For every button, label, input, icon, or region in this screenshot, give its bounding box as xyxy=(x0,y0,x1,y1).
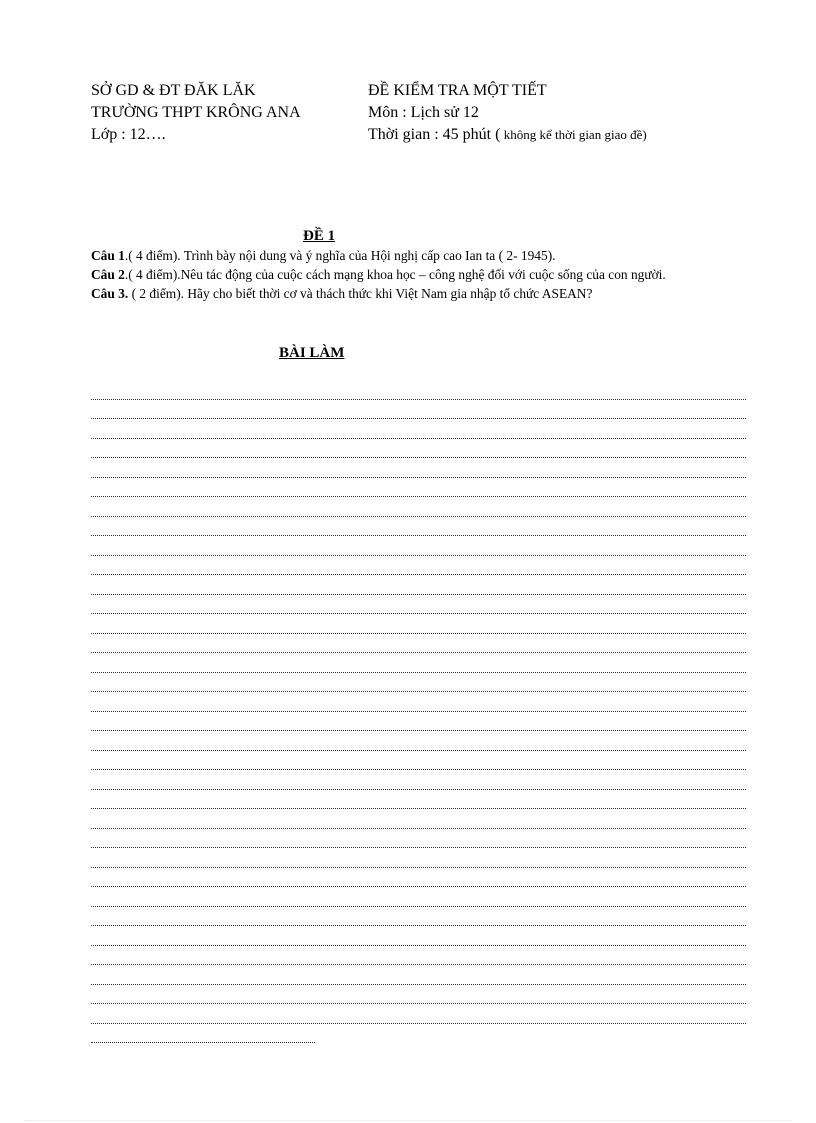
answer-line xyxy=(91,542,746,562)
answer-section-title: BÀI LÀM xyxy=(279,345,345,361)
answer-line xyxy=(91,640,746,660)
question-list xyxy=(91,246,733,303)
answer-line xyxy=(91,406,746,426)
question-3 xyxy=(91,284,733,303)
exam-header xyxy=(368,80,647,146)
answer-line xyxy=(91,562,746,582)
exam-type: ĐỀ KIỂM TRA MỘT TIẾT xyxy=(368,82,547,99)
answer-lines xyxy=(91,386,746,1049)
answer-line xyxy=(91,932,746,952)
school-name: TRƯỜNG THPT KRÔNG ANA xyxy=(91,104,301,121)
answer-line xyxy=(91,737,746,757)
exam-variant-title: ĐỀ 1 xyxy=(303,228,336,244)
subject: Môn : Lịch sử 12 xyxy=(368,104,479,121)
answer-line xyxy=(91,952,746,972)
answer-line xyxy=(91,757,746,777)
answer-line xyxy=(91,425,746,445)
answer-line xyxy=(91,659,746,679)
question-2 xyxy=(91,265,733,284)
answer-line xyxy=(91,776,746,796)
answer-line-last xyxy=(91,1030,315,1050)
answer-line xyxy=(91,679,746,699)
department-name: SỞ GD & ĐT ĐĂK LĂK xyxy=(91,82,256,99)
answer-line xyxy=(91,913,746,933)
answer-line xyxy=(91,893,746,913)
school-header xyxy=(91,80,301,146)
duration-main: Thời gian : 45 phút ( xyxy=(368,126,501,143)
answer-line xyxy=(91,445,746,465)
answer-line xyxy=(91,386,746,406)
answer-line xyxy=(91,698,746,718)
answer-line xyxy=(91,484,746,504)
answer-line xyxy=(91,815,746,835)
answer-line xyxy=(91,464,746,484)
question-2-label: Câu 2 xyxy=(91,267,125,282)
answer-line xyxy=(91,854,746,874)
question-2-text: .( 4 điểm).Nêu tác động của cuộc cách mạng khoa học – công nghệ đối với cuộc sống của con người. xyxy=(124,267,666,282)
answer-line xyxy=(91,874,746,894)
duration-note: không kể thời gian giao đề) xyxy=(500,127,647,142)
answer-line xyxy=(91,971,746,991)
class-label: Lớp : 12…. xyxy=(91,126,166,143)
question-1-label: Câu 1 xyxy=(91,248,125,263)
answer-line xyxy=(91,835,746,855)
answer-line xyxy=(91,620,746,640)
answer-line xyxy=(91,1010,746,1030)
question-1-text: .( 4 điểm). Trình bày nội dung và ý nghĩa của Hội nghị cấp cao Ian ta ( 2- 1945). xyxy=(124,248,556,263)
answer-line xyxy=(91,796,746,816)
answer-line xyxy=(91,991,746,1011)
question-3-text: ( 2 điểm). Hãy cho biết thời cơ và thách thức khi Việt Nam gia nhập tổ chức ASEAN? xyxy=(128,286,593,301)
answer-line xyxy=(91,601,746,621)
page-bottom-rule xyxy=(24,1120,792,1121)
answer-line xyxy=(91,581,746,601)
answer-line xyxy=(91,718,746,738)
answer-line xyxy=(91,523,746,543)
question-1 xyxy=(91,246,733,265)
answer-line xyxy=(91,503,746,523)
duration xyxy=(368,124,647,146)
question-3-label: Câu 3. xyxy=(91,286,129,301)
